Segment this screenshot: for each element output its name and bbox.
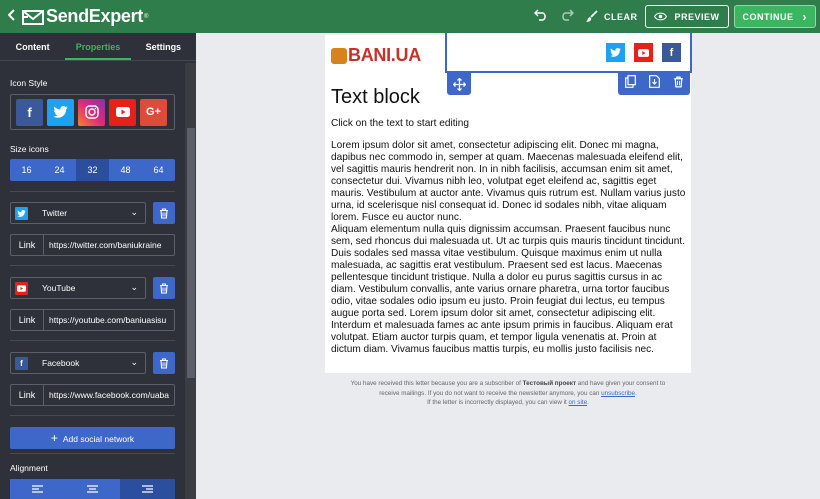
text-block-paragraph-1[interactable]: Lorem ipsum dolor sit amet, consectetur adipiscing elit. Donec mi magna, dapibus nec commodo in, semper at quam. Maecenas malesuada eleifend elit, vel sagittis mauris hendrerit non. In in nibh facilisis, accumsan enim sit amet, consectetur dui. Vivamus nibh leo, volutpat eget eleifend ac, sagittis eget mauris. Vestibulum at auctor ante. Vivamus quis rutrum est. Nullam varius justo urna, id scelerisque nisl consequat id. Donec id sodales nibh, vitae aliquam lorem. Fusce eu auctor nunc.	[331, 140, 686, 223]
plus-icon: +	[50, 431, 58, 445]
link-label: Link	[11, 235, 44, 255]
alignment-selector	[10, 479, 175, 499]
twitter-link-input[interactable]	[44, 240, 174, 250]
trademark: ®	[144, 13, 149, 20]
top-bar	[0, 0, 820, 33]
footer-text: and have given your consent to	[576, 380, 666, 387]
trash-icon	[159, 208, 169, 219]
footer-text: You have received this letter because you are a subscriber of	[350, 380, 523, 387]
align-right-icon[interactable]	[120, 479, 175, 499]
add-label: Add social network	[62, 434, 135, 444]
trash-icon	[159, 283, 169, 294]
youtube-icon	[15, 282, 28, 295]
align-left-icon[interactable]	[10, 479, 65, 499]
logo-text: BANI.UA	[348, 45, 421, 65]
youtube-icon[interactable]	[109, 99, 136, 126]
preview-button[interactable]	[645, 5, 728, 28]
footer-text: If the letter is incorrectly displayed, you can view it	[427, 399, 569, 406]
instagram-icon[interactable]	[78, 99, 105, 126]
text-block-intro[interactable]: Click on the text to start editing	[331, 118, 470, 129]
chevron-down-icon: ⌄	[130, 357, 138, 367]
clear-label: CLEAR	[603, 11, 638, 22]
selected-social-block[interactable]	[445, 33, 692, 73]
icon-style-selector[interactable]	[10, 94, 175, 130]
app-logo[interactable]	[22, 6, 148, 27]
footer-text: receive mailings. If you do not want to receive the newsletter anymore, you can	[379, 389, 602, 397]
divider	[10, 453, 175, 454]
footer-text: .	[587, 399, 589, 406]
network-link-row	[10, 234, 175, 256]
unsubscribe-link[interactable]: unsubscribe	[601, 389, 636, 397]
divider	[10, 191, 175, 192]
view-online-link[interactable]: on site	[568, 399, 588, 406]
save-block-icon[interactable]	[649, 75, 660, 93]
properties-sidebar	[0, 33, 196, 499]
delete-network-button[interactable]	[153, 352, 175, 374]
network-name: YouTube	[42, 283, 76, 293]
size-option-64[interactable]: 64	[153, 165, 164, 175]
brand-name: SendExpert	[46, 6, 144, 26]
tab-settings[interactable]: Settings	[145, 42, 182, 52]
continue-label: CONTINUE	[742, 11, 794, 22]
link-label: Link	[11, 385, 44, 405]
trash-icon	[159, 358, 169, 369]
preview-label: PREVIEW	[674, 11, 720, 22]
tab-properties[interactable]: Properties	[65, 33, 130, 60]
size-option-48[interactable]: 48	[120, 165, 131, 175]
network-select-facebook[interactable]	[10, 352, 146, 374]
facebook-icon: f	[15, 357, 28, 370]
facebook-icon[interactable]: f	[662, 43, 681, 62]
project-name: Тестовый проект	[522, 380, 577, 387]
envelope-logo-icon	[22, 9, 44, 25]
twitter-icon[interactable]	[47, 99, 74, 126]
network-select-youtube[interactable]	[10, 277, 146, 299]
eye-icon	[654, 12, 667, 21]
alignment-label: Alignment	[10, 463, 48, 473]
divider	[10, 265, 175, 266]
network-name: Twitter	[42, 208, 68, 218]
brush-icon	[586, 10, 598, 23]
divider	[10, 415, 175, 416]
twitter-icon[interactable]	[606, 43, 625, 62]
size-option-16[interactable]: 16	[21, 165, 32, 175]
sidebar-scrollbar-thumb[interactable]	[187, 128, 195, 378]
clear-button[interactable]	[586, 10, 638, 23]
link-label: Link	[11, 310, 44, 330]
youtube-link-input[interactable]	[44, 315, 174, 325]
divider	[10, 340, 175, 341]
footer-text: .	[635, 389, 637, 397]
chevron-down-icon: ⌄	[130, 207, 138, 217]
size-icons-label: Size icons	[10, 144, 49, 154]
duplicate-icon[interactable]	[625, 75, 636, 93]
delete-network-button[interactable]	[153, 202, 175, 224]
facebook-link-input[interactable]	[44, 390, 174, 400]
chevron-down-icon: ⌄	[130, 282, 138, 292]
network-link-row	[10, 384, 175, 406]
redo-icon[interactable]	[554, 8, 580, 25]
back-icon[interactable]	[2, 8, 22, 25]
undo-icon[interactable]	[528, 8, 554, 25]
add-social-network-button[interactable]	[10, 427, 175, 449]
continue-button[interactable]	[734, 5, 817, 28]
sidebar-tabs	[0, 33, 196, 61]
size-option-32[interactable]: 32	[76, 159, 109, 181]
facebook-icon[interactable]: f	[16, 99, 43, 126]
block-actions	[618, 73, 690, 95]
icon-style-label: Icon Style	[10, 78, 48, 88]
align-center-icon[interactable]	[65, 479, 120, 499]
size-option-24[interactable]: 24	[54, 165, 65, 175]
move-handle[interactable]	[447, 73, 471, 95]
move-icon	[453, 78, 466, 91]
tab-content[interactable]: Content	[15, 42, 50, 52]
network-select-twitter[interactable]	[10, 202, 146, 224]
delete-network-button[interactable]	[153, 277, 175, 299]
twitter-icon	[15, 207, 28, 220]
network-link-row	[10, 309, 175, 331]
text-block-paragraph-2[interactable]: Aliquam elementum nulla quis dignissim accumsan. Praesent faucibus nunc sem, sed rhoncus dui malesuada ut. Ut ac turpis quis mauris tincidunt tincidunt. Duis sodales sed massa vitae vestibulum. Quisque maximus enim ut nulla malesuada, ac sagittis erat vestibulum. Praesent sed est lacus. Maecenas pellentesque tincidunt tristique. Nulla a dolor eu purus sagittis cursus in ac diam. Vestibulum convallis, ante varius ornare pharetra, urna tortor faucibus odio, vitae sodales odio ipsum eu justo. Proin feugiat dui lectus, eu tempus augue porta sed. Lorem ipsum dolor sit amet, consectetur adipiscing elit. Interdum et malesuada fames ac ante ipsum primis in faucibus. Aliquam erat volutpat. Etiam auctor turpis quam, et tempor ligula venenatis at. Proin at dictum diam. Vivamus faucibus mattis turpis, eu mollis justo facilisis nec.	[331, 224, 686, 355]
trash-icon[interactable]	[673, 75, 684, 93]
bani-logo-icon	[331, 48, 347, 64]
email-logo[interactable]	[331, 45, 421, 66]
youtube-icon[interactable]	[634, 43, 653, 62]
google-plus-icon[interactable]: G+	[140, 99, 167, 126]
network-name: Facebook	[42, 358, 80, 368]
email-footer	[325, 379, 691, 408]
chevron-right-icon: ›	[802, 9, 807, 24]
text-block-heading[interactable]: Text block	[331, 86, 420, 108]
icon-size-selector	[10, 159, 175, 181]
